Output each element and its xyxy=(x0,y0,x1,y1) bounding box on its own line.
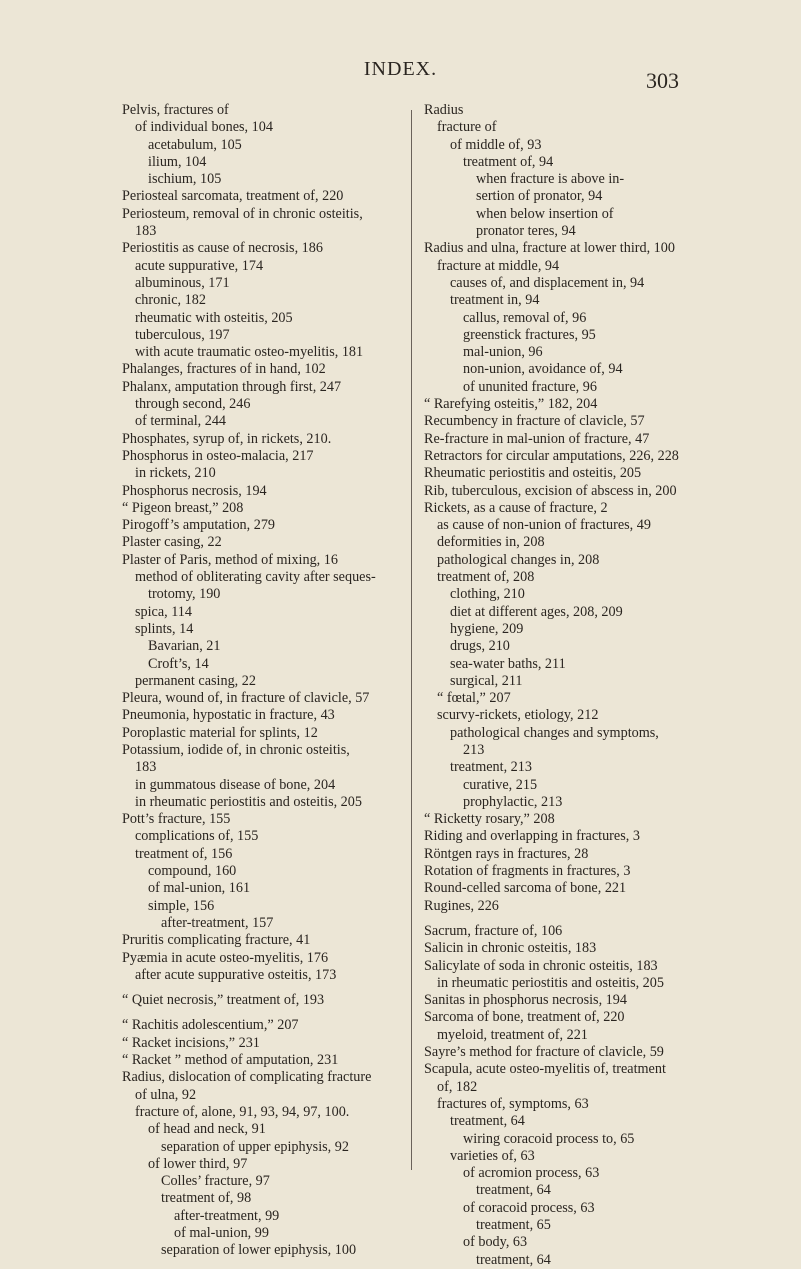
index-entry: varieties of, 63 xyxy=(450,1147,535,1164)
index-entry: pathological changes and symptoms, xyxy=(450,724,659,741)
index-entry: Poroplastic material for splints, 12 xyxy=(122,724,318,741)
index-entry: acetabulum, 105 xyxy=(148,136,242,153)
index-entry: 183 xyxy=(135,223,157,240)
index-entry: causes of, and displacement in, 94 xyxy=(450,274,645,291)
index-entry: sea-water baths, 211 xyxy=(450,655,566,672)
index-entry: Plaster casing, 22 xyxy=(122,534,222,551)
index-entry: of body, 63 xyxy=(463,1234,528,1251)
index-entry: Rugines, 226 xyxy=(424,897,499,914)
index-entry: Radius and ulna, fracture at lower third, 100 xyxy=(424,240,675,257)
index-entry: compound, 160 xyxy=(148,863,237,880)
index-entry: albuminous, 171 xyxy=(135,274,230,291)
index-entry: scurvy-rickets, etiology, 212 xyxy=(437,707,599,724)
index-entry: drugs, 210 xyxy=(450,638,510,655)
index-entry: treatment, 65 xyxy=(476,1217,551,1233)
index-entry: Sayre’s method for fracture of clavicle, 59 xyxy=(424,1044,664,1061)
index-entry: hygiene, 209 xyxy=(450,620,524,637)
index-entry: when fracture is above in- xyxy=(476,171,625,188)
index-entry: treatment of, 98 xyxy=(161,1190,252,1207)
index-entry: splints, 14 xyxy=(135,620,194,637)
index-entry: of head and neck, 91 xyxy=(148,1121,266,1138)
index-entry: of lower third, 97 xyxy=(148,1155,248,1172)
index-entry: sertion of pronator, 94 xyxy=(476,188,603,205)
index-entry: 213 xyxy=(463,741,485,758)
index-entry: Re-fracture in mal-union of fracture, 47 xyxy=(424,430,650,447)
index-entry: after acute suppurative osteitis, 173 xyxy=(135,966,337,983)
index-entry: prophylactic, 213 xyxy=(463,793,563,810)
index-entry: Sacrum, fracture of, 106 xyxy=(424,922,563,939)
index-entry: Pirogoff’s amputation, 279 xyxy=(122,517,276,534)
index-entry: of mal-union, 161 xyxy=(148,880,251,897)
index-entry: Phalanx, amputation through first, 247 xyxy=(122,378,342,395)
index-entry: “ Quiet necrosis,” treatment of, 193 xyxy=(122,992,325,1009)
index-entry: Periostitis as cause of necrosis, 186 xyxy=(122,240,323,257)
index-entry: “ Pigeon breast,” 208 xyxy=(122,499,244,516)
index-entry: treatment, 64 xyxy=(450,1113,525,1130)
index-entry: Pott’s fracture, 155 xyxy=(122,811,231,828)
page-header xyxy=(0,58,801,93)
index-entry: of ununited fracture, 96 xyxy=(463,378,597,395)
index-entry: diet at different ages, 208, 209 xyxy=(450,603,623,620)
index-entry: Rickets, as a cause of fracture, 2 xyxy=(424,499,608,516)
index-entry: permanent casing, 22 xyxy=(135,672,256,689)
index-entry: mal-union, 96 xyxy=(463,344,543,361)
index-entry: through second, 246 xyxy=(135,396,251,413)
index-entry: after-treatment, 157 xyxy=(161,914,274,931)
index-entry: “ fœtal,” 207 xyxy=(437,690,511,707)
index-entry: Sanitas in phosphorus necrosis, 194 xyxy=(424,992,627,1009)
index-entry: separation of lower epiphysis, 100 xyxy=(161,1242,357,1259)
index-entry: ischium, 105 xyxy=(148,171,222,188)
index-entry: treatment of, 208 xyxy=(437,569,535,586)
index-entry: “ Rarefying osteitis,” 182, 204 xyxy=(424,396,598,413)
index-entry: Pyæmia in acute osteo-myelitis, 176 xyxy=(122,949,329,966)
index-entry: non-union, avoidance of, 94 xyxy=(463,361,623,378)
index-entry: Round-celled sarcoma of bone, 221 xyxy=(424,880,627,897)
index-entry: of coracoid process, 63 xyxy=(463,1199,595,1216)
index-entry: Periosteal sarcomata, treatment of, 220 xyxy=(122,188,344,205)
index-entry: rheumatic with osteitis, 205 xyxy=(135,309,293,326)
index-entry: curative, 215 xyxy=(463,776,538,793)
index-entry: Bavarian, 21 xyxy=(148,638,221,655)
index-entry: trotomy, 190 xyxy=(148,586,221,603)
index-entry: fracture of xyxy=(437,119,497,136)
index-entry: of mal-union, 99 xyxy=(174,1225,269,1241)
index-entry: treatment in, 94 xyxy=(450,292,540,309)
index-entry: Phosphorus in osteo-malacia, 217 xyxy=(122,447,314,464)
index-entry: of ulna, 92 xyxy=(135,1086,197,1103)
index-entry: surgical, 211 xyxy=(450,672,523,689)
index-entry: Salicylate of soda in chronic osteitis, 183 xyxy=(424,957,658,974)
index-entry: Rheumatic periostitis and osteitis, 205 xyxy=(424,465,642,482)
index-entry: of, 182 xyxy=(437,1078,478,1095)
index-entry: as cause of non-union of fractures, 49 xyxy=(437,517,651,534)
index-entry: method of obliterating cavity after seques- xyxy=(135,569,376,586)
index-entry: deformities in, 208 xyxy=(437,534,545,551)
index-entry: wiring coracoid process to, 65 xyxy=(463,1130,635,1147)
index-entry: treatment, 213 xyxy=(450,759,532,776)
index-column-right xyxy=(424,102,714,1269)
index-entry: “ Racket ” method of amputation, 231 xyxy=(122,1052,339,1069)
index-entry: after-treatment, 99 xyxy=(174,1207,280,1224)
index-entry: “ Rachitis adolescentium,” 207 xyxy=(122,1017,299,1034)
index-entry: in rheumatic periostitis and osteitis, 205 xyxy=(135,793,362,810)
index-entry: Retractors for circular amputations, 226, 228 xyxy=(424,447,679,464)
index-entry: Rib, tuberculous, excision of abscess in, 200 xyxy=(424,482,677,499)
index-entry: Rotation of fragments in fractures, 3 xyxy=(424,863,631,880)
index-entry: when below insertion of xyxy=(476,205,614,222)
index-entry: tuberculous, 197 xyxy=(135,326,230,343)
index-entry: “ Ricketty rosary,” 208 xyxy=(424,811,555,828)
index-column-left xyxy=(122,102,412,1260)
index-entry: Pneumonia, hypostatic in fracture, 43 xyxy=(122,707,335,724)
index-entry: Phalanges, fractures of in hand, 102 xyxy=(122,361,326,378)
index-entry: fracture of, alone, 91, 93, 94, 97, 100. xyxy=(135,1103,350,1120)
index-entry: treatment, 64 xyxy=(476,1182,551,1199)
index-entry: separation of upper epiphysis, 92 xyxy=(161,1138,349,1155)
index-entry: Pruritis complicating fracture, 41 xyxy=(122,932,311,949)
index-entry: of middle of, 93 xyxy=(450,136,542,153)
index-entry: clothing, 210 xyxy=(450,586,525,603)
index-entry: in gummatous disease of bone, 204 xyxy=(135,776,336,793)
index-entry: Sarcoma of bone, treatment of, 220 xyxy=(424,1009,625,1026)
section-gap xyxy=(122,984,412,992)
index-entry: spica, 114 xyxy=(135,603,192,620)
index-entry: acute suppurative, 174 xyxy=(135,257,264,274)
index-entry: Pelvis, fractures of xyxy=(122,102,229,118)
index-entry: Phosphates, syrup of, in rickets, 210. xyxy=(122,430,332,447)
index-entry: Riding and overlapping in fractures, 3 xyxy=(424,828,640,845)
index-entry: Colles’ fracture, 97 xyxy=(161,1173,270,1190)
index-entry: complications of, 155 xyxy=(135,828,259,845)
index-entry: treatment of, 94 xyxy=(463,153,554,170)
index-entry: Plaster of Paris, method of mixing, 16 xyxy=(122,551,338,568)
index-entry: in rheumatic periostitis and osteitis, 205 xyxy=(437,974,664,991)
index-entry: of individual bones, 104 xyxy=(135,119,273,136)
index-entry: fractures of, symptoms, 63 xyxy=(437,1095,589,1112)
index-entry: pronator teres, 94 xyxy=(476,223,576,240)
index-entry: fracture at middle, 94 xyxy=(437,257,560,274)
index-entry: Radius, dislocation of complicating fracture xyxy=(122,1069,372,1086)
index-entry: of terminal, 244 xyxy=(135,413,227,430)
index-entry: “ Racket incisions,” 231 xyxy=(122,1034,260,1051)
index-entry: Croft’s, 14 xyxy=(148,655,209,672)
index-entry: Periosteum, removal of in chronic osteitis, xyxy=(122,205,363,222)
index-entry: Recumbency in fracture of clavicle, 57 xyxy=(424,413,645,430)
index-entry: with acute traumatic osteo-myelitis, 181 xyxy=(135,344,364,361)
index-entry: 183 xyxy=(135,759,157,776)
column-divider xyxy=(411,110,412,1170)
index-entry: ilium, 104 xyxy=(148,153,207,170)
index-entry: in rickets, 210 xyxy=(135,465,216,482)
index-entry: Scapula, acute osteo-myelitis of, treatment xyxy=(424,1061,666,1078)
page-number: 303 xyxy=(646,68,679,93)
index-entry: chronic, 182 xyxy=(135,292,206,309)
index-entry: greenstick fractures, 95 xyxy=(463,326,596,343)
index-entry: myeloid, treatment of, 221 xyxy=(437,1026,588,1043)
section-gap xyxy=(122,1009,412,1017)
index-entry: of acromion process, 63 xyxy=(463,1165,600,1182)
index-entry: callus, removal of, 96 xyxy=(463,309,587,326)
index-entry: Salicin in chronic osteitis, 183 xyxy=(424,940,597,957)
index-entry: treatment, 64 xyxy=(476,1251,551,1268)
page-title: INDEX. xyxy=(363,58,438,80)
index-entry: simple, 156 xyxy=(148,897,215,914)
index-entry: Pleura, wound of, in fracture of clavicle, 57 xyxy=(122,690,370,707)
index-entry: Radius xyxy=(424,102,464,118)
section-gap xyxy=(424,915,714,923)
index-entry: treatment of, 156 xyxy=(135,845,233,862)
index-entry: Potassium, iodide of, in chronic osteitis, xyxy=(122,741,350,758)
index-entry: Röntgen rays in fractures, 28 xyxy=(424,845,589,862)
index-entry: Phosphorus necrosis, 194 xyxy=(122,482,267,499)
index-entry: pathological changes in, 208 xyxy=(437,551,600,568)
